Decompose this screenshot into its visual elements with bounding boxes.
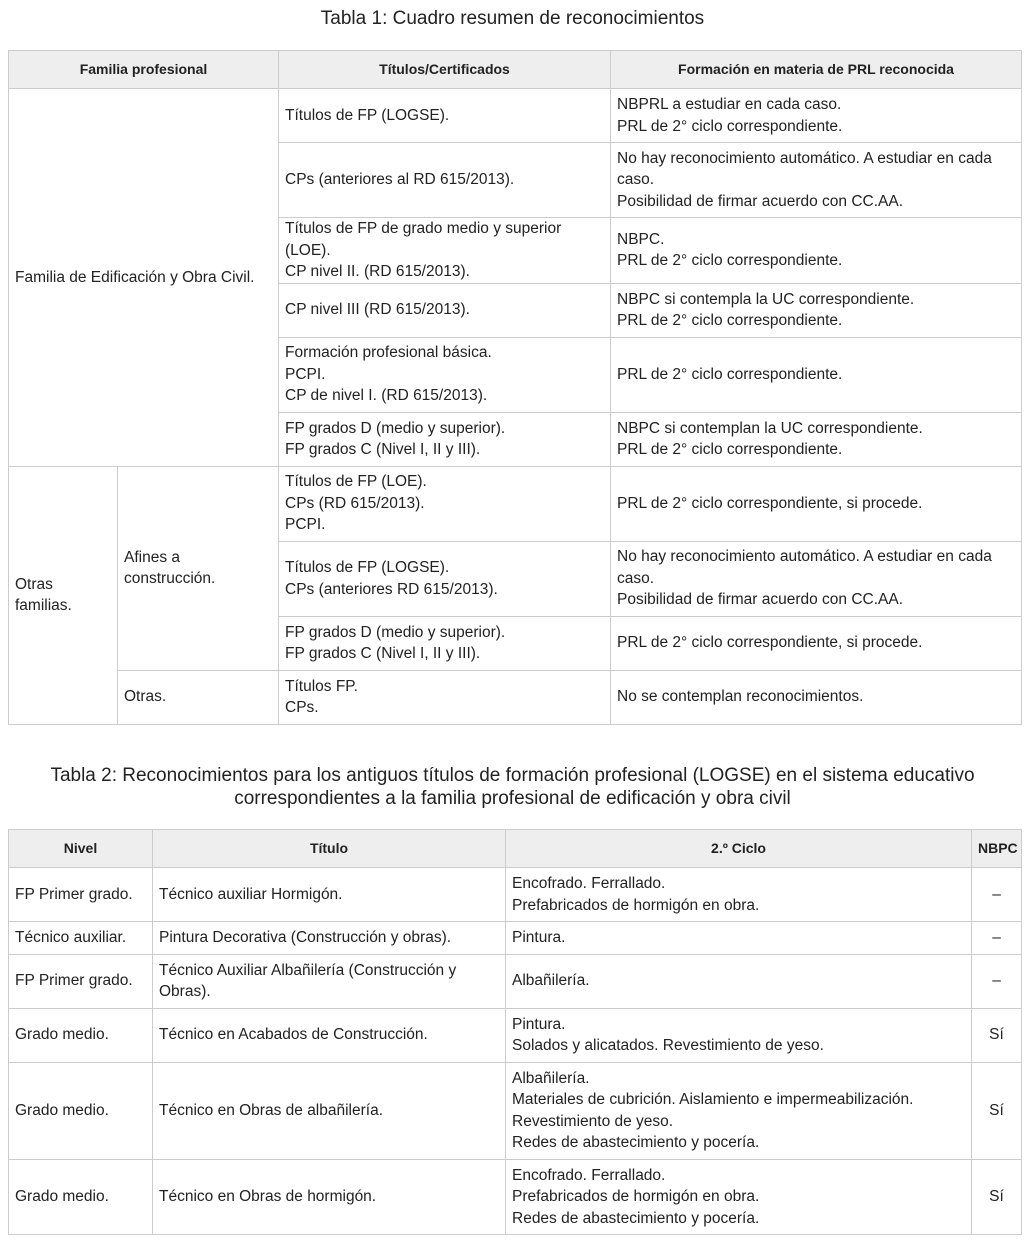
titulos-line: Formación profesional básica.: [285, 344, 492, 362]
formacion-line: PRL de 2° ciclo correspondiente.: [617, 252, 843, 270]
table-row: [9, 954, 1022, 1008]
ciclo-line: Prefabricados de hormigón en obra.: [512, 1188, 760, 1205]
titulos-line: CPs (RD 615/2013).: [285, 494, 425, 512]
nivel-cell: FP Primer grado.: [9, 868, 153, 922]
ciclo-cell: [506, 868, 972, 922]
ciclo-line: Redes de abastecimiento y pocería.: [512, 1134, 760, 1151]
titulos-line: CPs.: [285, 699, 319, 716]
titulos-line: CP nivel II. (RD 615/2013).: [285, 263, 470, 280]
ciclo-line: Revestimiento de yeso.: [512, 1112, 674, 1130]
titulos-line: CP de nivel I. (RD 615/2013).: [285, 387, 488, 405]
table-row: [9, 466, 1022, 541]
table-row: [9, 1159, 1022, 1235]
titulos-line: CPs (anteriores al RD 615/2013).: [285, 171, 515, 189]
ciclo-cell: [506, 1062, 972, 1159]
titulos-line: CP nivel III (RD 615/2013).: [285, 301, 470, 319]
header-nbpc: NBPC: [972, 830, 1022, 868]
formacion-line: PRL de 2° ciclo correspondiente, si procede.: [617, 494, 923, 512]
table-row: [9, 89, 1022, 143]
titulos-line: FP grados C (Nivel I, II y III).: [285, 441, 481, 458]
formacion-cell: [611, 283, 1022, 337]
titulos-line: FP grados C (Nivel I, II y III).: [285, 645, 481, 662]
table1-header-row: [9, 51, 1022, 89]
titulo-cell: Técnico auxiliar Hormigón.: [153, 868, 506, 922]
titulos-cell: [279, 466, 611, 541]
titulo-cell: Técnico en Acabados de Construcción.: [153, 1008, 506, 1062]
titulos-cell: [279, 143, 611, 218]
titulos-cell: [279, 541, 611, 616]
titulos-line: Títulos de FP (LOGSE).: [285, 559, 450, 576]
header-nivel: Nivel: [9, 830, 153, 868]
titulos-cell: [279, 412, 611, 466]
formacion-cell: [611, 670, 1022, 724]
table-row: [9, 922, 1022, 955]
titulos-line: FP grados D (medio y superior).: [285, 419, 506, 437]
formacion-line: NBPRL a estudiar en cada caso.: [617, 96, 842, 113]
nivel-cell: Grado medio.: [9, 1008, 153, 1062]
header-ciclo: 2.º Ciclo: [506, 830, 972, 868]
titulo-cell: Técnico en Obras de albañilería.: [153, 1062, 506, 1159]
ciclo-cell: [506, 1008, 972, 1062]
header-familia-profesional: Familia profesional: [9, 51, 279, 89]
ciclo-line: Redes de abastecimiento y pocería.: [512, 1209, 760, 1227]
formacion-cell: [611, 412, 1022, 466]
formacion-line: Posibilidad de firmar acuerdo con CC.AA.: [617, 192, 904, 210]
titulos-cell: [279, 218, 611, 284]
ciclo-line: Albañilería.: [512, 1069, 590, 1087]
titulos-cell: [279, 337, 611, 412]
formacion-line: PRL de 2° ciclo correspondiente.: [617, 312, 843, 329]
formacion-line: No hay reconocimiento automático. A estudiar en cada caso.: [617, 548, 992, 587]
formacion-line: PRL de 2° ciclo correspondiente, si procede.: [617, 634, 923, 652]
ciclo-line: Albañilería.: [512, 972, 590, 990]
formacion-line: No hay reconocimiento automático. A estudiar en cada caso.: [617, 149, 992, 189]
table-row: [9, 670, 1022, 724]
nbpc-cell: –: [972, 954, 1022, 1008]
table-row: [9, 1062, 1022, 1159]
formacion-line: NBPC.: [617, 230, 665, 248]
ciclo-line: Encofrado. Ferrallado.: [512, 875, 666, 892]
nbpc-cell: Sí: [972, 1062, 1022, 1159]
table2-caption: [0, 764, 1025, 810]
formacion-cell: [611, 466, 1022, 541]
familia-cell: Familia de Edificación y Obra Civil.: [9, 89, 279, 467]
formacion-cell: [611, 89, 1022, 143]
ciclo-cell: [506, 922, 972, 955]
titulos-line: FP grados D (medio y superior).: [285, 623, 506, 641]
titulos-line: Títulos de FP de grado medio y superior (LOE).: [285, 220, 562, 259]
titulos-cell: [279, 616, 611, 670]
table1-caption: Tabla 1: Cuadro resumen de reconocimientos: [320, 8, 705, 29]
titulos-line: Títulos de FP (LOGSE).: [285, 106, 450, 124]
titulos-line: Títulos FP.: [285, 677, 358, 695]
formacion-cell: [611, 337, 1022, 412]
titulos-line: PCPI.: [285, 516, 326, 534]
caption-line: correspondientes a la familia profesional de edificación y obra civil: [234, 788, 791, 809]
formacion-line: Posibilidad de firmar acuerdo con CC.AA.: [617, 591, 904, 609]
header-titulo: Título: [153, 830, 506, 868]
titulos-line: CPs (anteriores RD 615/2013).: [285, 580, 498, 598]
ciclo-cell: [506, 954, 972, 1008]
nbpc-cell: –: [972, 868, 1022, 922]
titulos-line: PCPI.: [285, 365, 326, 383]
titulo-cell: Técnico en Obras de hormigón.: [153, 1159, 506, 1235]
formacion-line: PRL de 2° ciclo correspondiente.: [617, 117, 843, 135]
ciclo-line: Solados y alicatados. Revestimiento de yeso.: [512, 1037, 824, 1054]
header-formacion-prl: Formación en materia de PRL reconocida: [611, 51, 1022, 89]
titulos-cell: [279, 283, 611, 337]
titulos-cell: [279, 670, 611, 724]
ciclo-line: Prefabricados de hormigón en obra.: [512, 896, 760, 914]
titulos-cell: [279, 89, 611, 143]
afines-cell: Afines a construcción.: [118, 466, 279, 670]
formacion-line: PRL de 2° ciclo correspondiente.: [617, 441, 843, 458]
nbpc-cell: Sí: [972, 1159, 1022, 1235]
formacion-cell: [611, 143, 1022, 218]
ciclo-line: Pintura.: [512, 1015, 566, 1033]
formacion-cell: [611, 616, 1022, 670]
otras-cell: Otras.: [118, 670, 279, 724]
table2-logse: [8, 829, 1022, 1235]
table-row: [9, 1008, 1022, 1062]
ciclo-line: Pintura.: [512, 929, 566, 946]
otras-familias-cell: Otras familias.: [9, 466, 118, 724]
table-row: [9, 868, 1022, 922]
caption-line: Tabla 2: Reconocimientos para los antiguos títulos de formación profesional (LOGSE) en el sistema educativo: [50, 765, 975, 786]
ciclo-line: Materiales de cubrición. Aislamiento e impermeabilización.: [512, 1091, 914, 1108]
formacion-line: NBPC si contempla la UC correspondiente.: [617, 290, 915, 308]
formacion-cell: [611, 218, 1022, 284]
nivel-cell: Grado medio.: [9, 1062, 153, 1159]
ciclo-line: Encofrado. Ferrallado.: [512, 1166, 666, 1184]
formacion-cell: [611, 541, 1022, 616]
nbpc-cell: –: [972, 922, 1022, 955]
ciclo-cell: [506, 1159, 972, 1235]
nivel-cell: Grado medio.: [9, 1159, 153, 1235]
titulo-cell: Técnico Auxiliar Albañilería (Construcción y Obras).: [153, 954, 506, 1008]
table1-summary: [8, 50, 1022, 725]
nivel-cell: FP Primer grado.: [9, 954, 153, 1008]
titulos-line: Títulos de FP (LOE).: [285, 473, 427, 491]
nbpc-cell: Sí: [972, 1008, 1022, 1062]
nivel-cell: Técnico auxiliar.: [9, 922, 153, 955]
formacion-line: PRL de 2° ciclo correspondiente.: [617, 365, 843, 383]
formacion-line: No se contemplan reconocimientos.: [617, 688, 864, 706]
header-titulos-certificados: Títulos/Certificados: [279, 51, 611, 89]
titulo-cell: Pintura Decorativa (Construcción y obras).: [153, 922, 506, 955]
formacion-line: NBPC si contemplan la UC correspondiente.: [617, 419, 923, 437]
table2-header-row: [9, 830, 1022, 868]
